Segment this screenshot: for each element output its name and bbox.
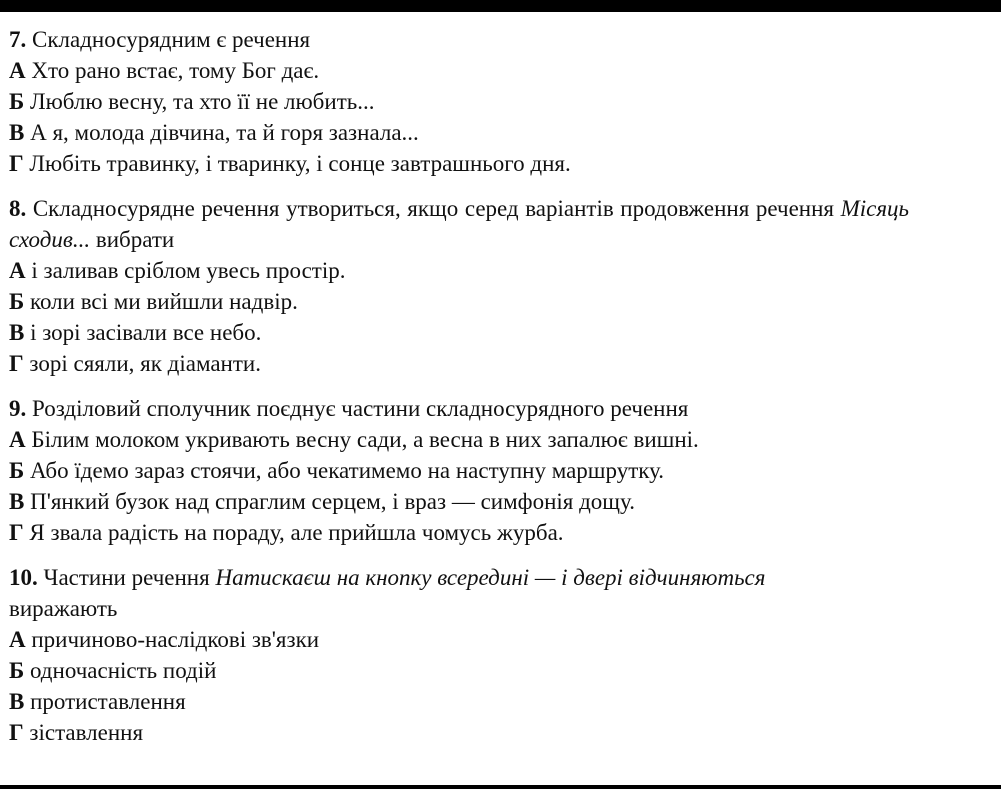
question-10-stem [9,562,909,624]
option-text: причиново-наслідкові зв'язки [31,627,320,652]
question-text-end: вибрати [95,227,175,252]
option-text: і зорі засівали все небо. [30,320,262,345]
option-letter: В [9,489,25,514]
question-number: 9. [9,396,27,421]
option-text: протиставлення [30,689,186,714]
option-letter: Б [9,289,25,314]
option-letter: Г [9,151,24,176]
question-number: 8. [9,196,27,221]
option-a[interactable] [9,55,909,86]
question-example-sentence: Місяць сходив... [9,196,909,252]
question-text-end: виражають [9,596,118,621]
option-v[interactable] [9,486,909,517]
question-text: Частини речення [43,565,210,590]
question-text: Складносурядне речення утвориться, якщо серед варіантів продовження речення [32,196,834,221]
option-letter: В [9,120,25,145]
option-letter: Б [9,458,25,483]
top-border [0,0,1001,12]
question-10 [9,562,909,748]
option-b[interactable] [9,455,909,486]
option-letter: Б [9,658,25,683]
option-h[interactable] [9,348,909,379]
option-text: одночасність подій [29,658,217,683]
question-number: 7. [9,27,27,52]
option-text: коли всі ми вийшли надвір. [29,289,298,314]
option-b[interactable] [9,655,909,686]
option-a[interactable] [9,255,909,286]
question-8 [9,193,909,379]
option-a[interactable] [9,624,909,655]
option-h[interactable] [9,717,909,748]
question-9 [9,393,909,548]
option-text: зорі сяяли, як діаманти. [29,351,261,376]
option-b[interactable] [9,86,909,117]
option-text: Люблю весну, та хто її не любить... [29,89,375,114]
option-h[interactable] [9,517,909,548]
question-example-sentence: Натискаєш на кнопку всередині — і двері відчиняються [215,565,766,590]
question-number: 10. [9,565,38,590]
question-9-stem [9,393,909,424]
option-v[interactable] [9,117,909,148]
option-text: Білим молоком укривають весну сади, а весна в них запалює вишні. [31,427,699,452]
question-text: Складносурядним є речення [32,27,311,52]
question-text: Розділовий сполучник поєднує частини складносурядного речення [32,396,689,421]
option-letter: Г [9,520,24,545]
option-letter: Г [9,351,24,376]
option-text: зіставлення [29,720,144,745]
option-text: Хто рано встає, тому Бог дає. [31,58,320,83]
option-b[interactable] [9,286,909,317]
option-letter: Г [9,720,24,745]
option-letter: А [9,58,26,83]
option-text: А я, молода дівчина, та й горя зазнала... [30,120,419,145]
option-text: Любіть травинку, і тваринку, і сонце завтрашнього дня. [29,151,571,176]
question-8-stem [9,193,909,255]
question-7-stem [9,24,909,55]
option-text: П'янкий бузок над спраглим серцем, і враз — симфонія дощу. [30,489,635,514]
option-text: Або їдемо зараз стоячи, або чекатимемо на наступну маршрутку. [29,458,665,483]
option-letter: А [9,258,26,283]
bottom-border [0,785,1001,789]
option-letter: А [9,627,26,652]
question-7 [9,24,909,179]
option-text: Я звала радість на пораду, але прийшла чомусь журба. [29,520,564,545]
option-letter: В [9,320,25,345]
option-h[interactable] [9,148,909,179]
test-document [9,24,909,748]
option-letter: А [9,427,26,452]
option-v[interactable] [9,686,909,717]
option-text: і заливав сріблом увесь простір. [31,258,346,283]
option-a[interactable] [9,424,909,455]
option-v[interactable] [9,317,909,348]
option-letter: В [9,689,25,714]
option-letter: Б [9,89,25,114]
